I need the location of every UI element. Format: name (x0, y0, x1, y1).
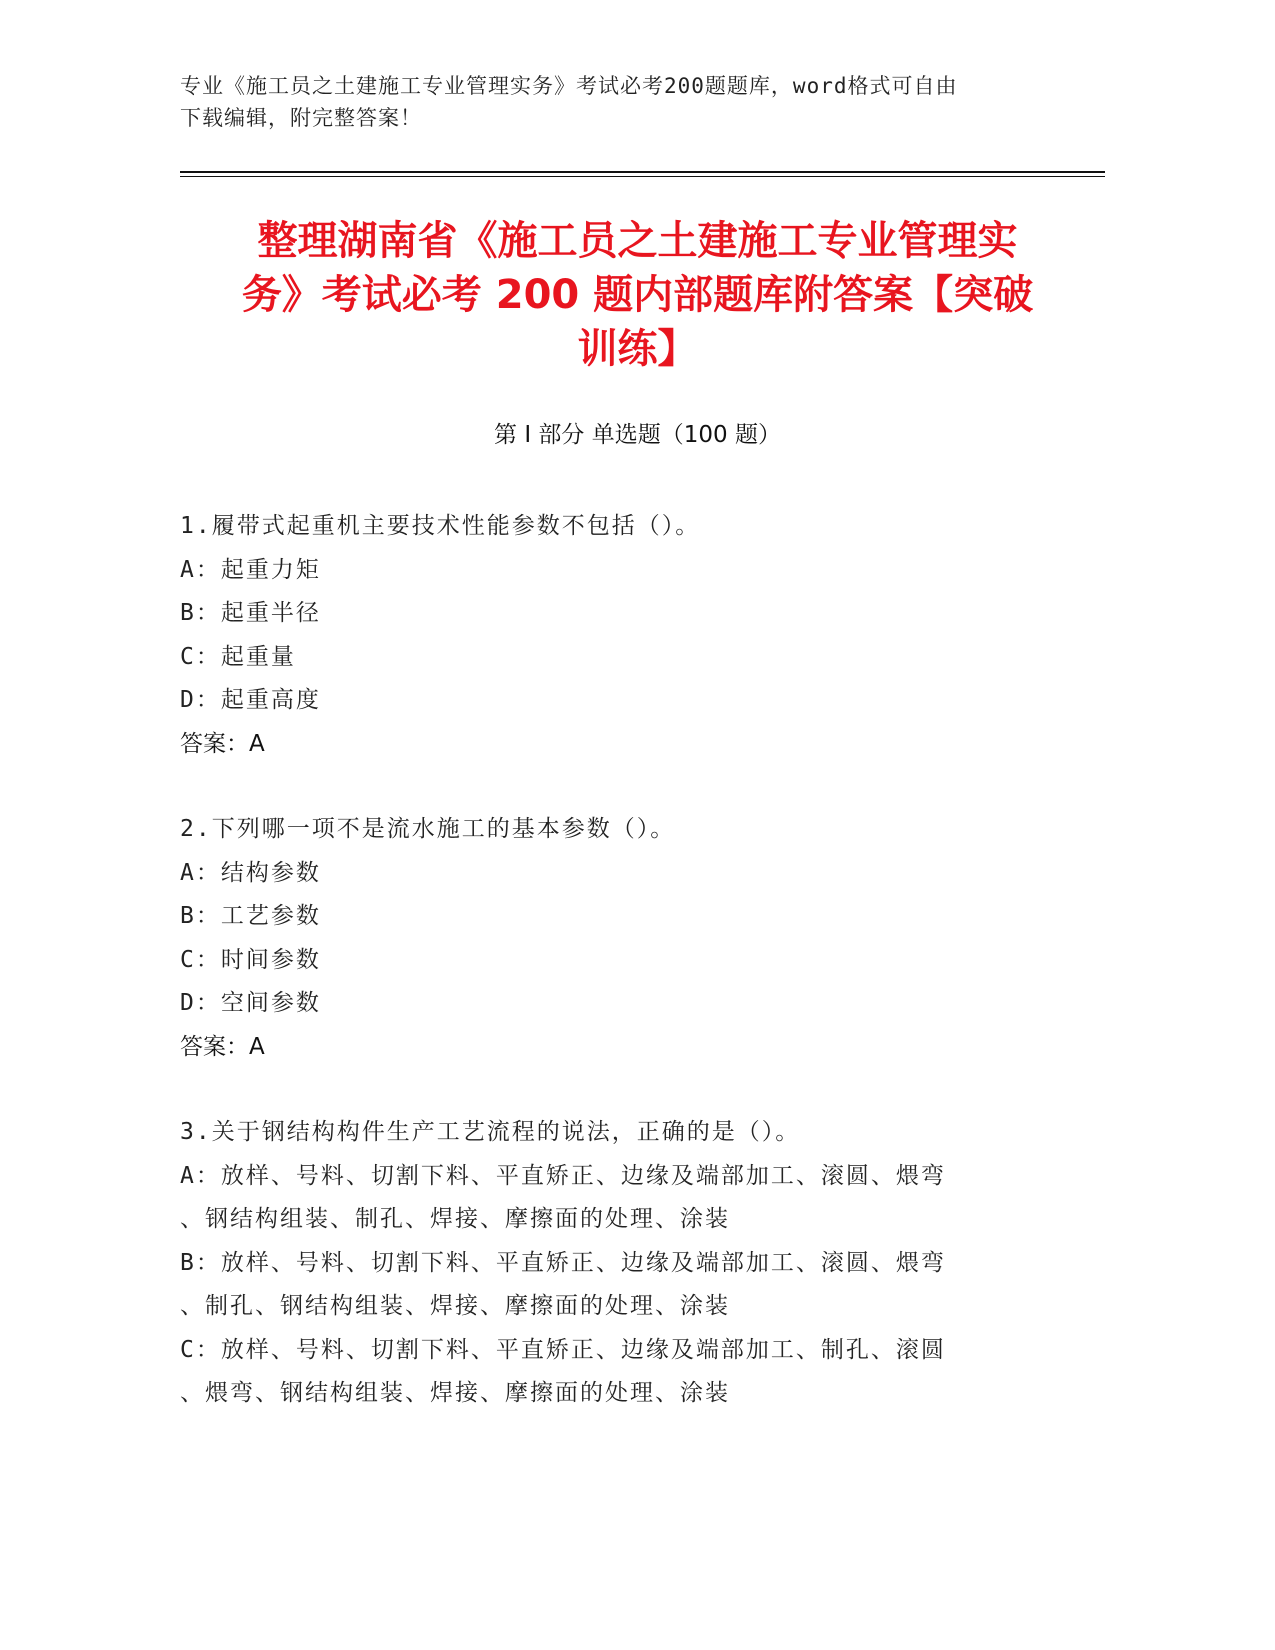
option-c-continued: 、煨弯、钢结构组装、焊接、摩擦面的处理、涂装 (180, 1380, 730, 1406)
question-stem: 2.下列哪一项不是流水施工的基本参数（）。 (180, 816, 676, 842)
option-c: C：起重量 (180, 643, 296, 670)
question-stem: 3.关于钢结构构件生产工艺流程的说法，正确的是（）。 (180, 1119, 801, 1145)
question-3 (180, 1111, 1080, 1416)
question-2 (180, 808, 1080, 1069)
option-a-continued: 、钢结构组装、制孔、焊接、摩擦面的处理、涂装 (180, 1206, 730, 1232)
header-line-2: 下载编辑，附完整答案！ (180, 106, 422, 130)
title-line-2: 务》考试必考 200 题内部题库附答案【突破 (241, 272, 1034, 318)
option-a: A：起重力矩 (180, 556, 321, 583)
answer: 答案：A (180, 730, 265, 757)
option-b: B：起重半径 (180, 600, 321, 626)
option-d: D：空间参数 (180, 990, 321, 1016)
document-header-note (180, 70, 1080, 134)
document-title (185, 214, 1090, 376)
question-list (180, 505, 1080, 1416)
answer: 答案：A (180, 1033, 265, 1060)
header-divider-thick (180, 171, 1105, 173)
header-divider-thin (180, 176, 1105, 177)
option-b-continued: 、制孔、钢结构组装、焊接、摩擦面的处理、涂装 (180, 1293, 730, 1319)
option-c: C：时间参数 (180, 946, 321, 973)
option-c: C：放样、号料、切割下料、平直矫正、边缘及端部加工、制孔、滚圆 (180, 1336, 946, 1363)
title-line-3: 训练】 (577, 326, 698, 372)
option-b: B：工艺参数 (180, 903, 321, 929)
option-d: D：起重高度 (180, 687, 321, 713)
option-a: A：结构参数 (180, 859, 321, 886)
option-a: A：放样、号料、切割下料、平直矫正、边缘及端部加工、滚圆、煨弯 (180, 1162, 946, 1189)
question-1 (180, 505, 1080, 766)
question-stem: 1.履带式起重机主要技术性能参数不包括（）。 (180, 513, 701, 539)
header-line-1: 专业《施工员之土建施工专业管理实务》考试必考200题题库，word格式可自由 (180, 74, 958, 98)
section-heading: 第 I 部分 单选题（100 题） (494, 422, 781, 448)
title-line-1: 整理湖南省《施工员之土建施工专业管理实 (257, 218, 1018, 264)
option-b: B：放样、号料、切割下料、平直矫正、边缘及端部加工、滚圆、煨弯 (180, 1249, 946, 1276)
